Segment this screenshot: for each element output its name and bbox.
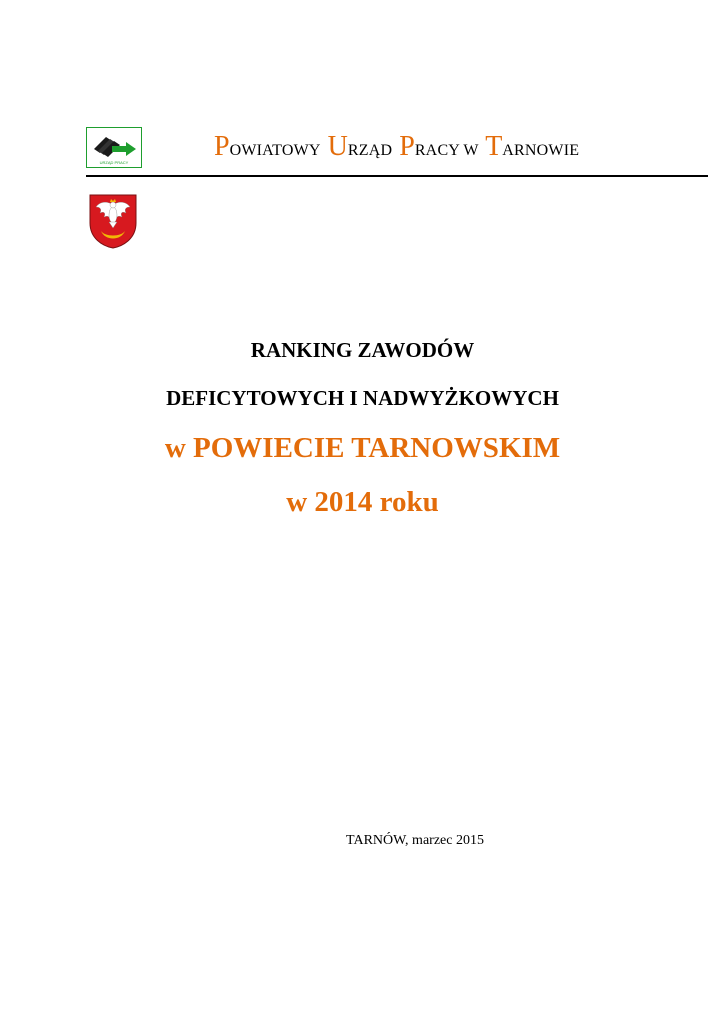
org-name <box>214 130 579 168</box>
title-line-2: DEFICYTOWYCH I NADWYŻKOWYCH <box>166 386 559 410</box>
title-line-4: w 2014 roku <box>286 486 439 518</box>
org-word-3-cap: P <box>399 131 415 162</box>
title-line-3: w POWIECIE TARNOWSKIM <box>164 432 561 464</box>
org-word-4-rest: ARNOWIE <box>502 142 580 159</box>
title-line-1: RANKING ZAWODÓW <box>250 338 475 362</box>
logo-caption: URZĄD PRACY <box>99 160 129 165</box>
place-and-date: TARNÓW, marzec 2015 <box>346 833 484 848</box>
org-word-4-cap: T <box>485 131 503 162</box>
document-title <box>0 336 725 520</box>
org-word-3-rest: RACY W <box>414 142 479 159</box>
org-word-1-cap: P <box>214 131 230 162</box>
header-divider <box>86 175 708 177</box>
org-word-1-rest: OWIATOWY <box>229 142 321 159</box>
org-word-2-rest: RZĄD <box>347 142 393 159</box>
coat-of-arms-icon <box>88 193 138 249</box>
org-word-2-cap: U <box>327 131 348 162</box>
urzad-pracy-logo-icon <box>86 127 142 168</box>
